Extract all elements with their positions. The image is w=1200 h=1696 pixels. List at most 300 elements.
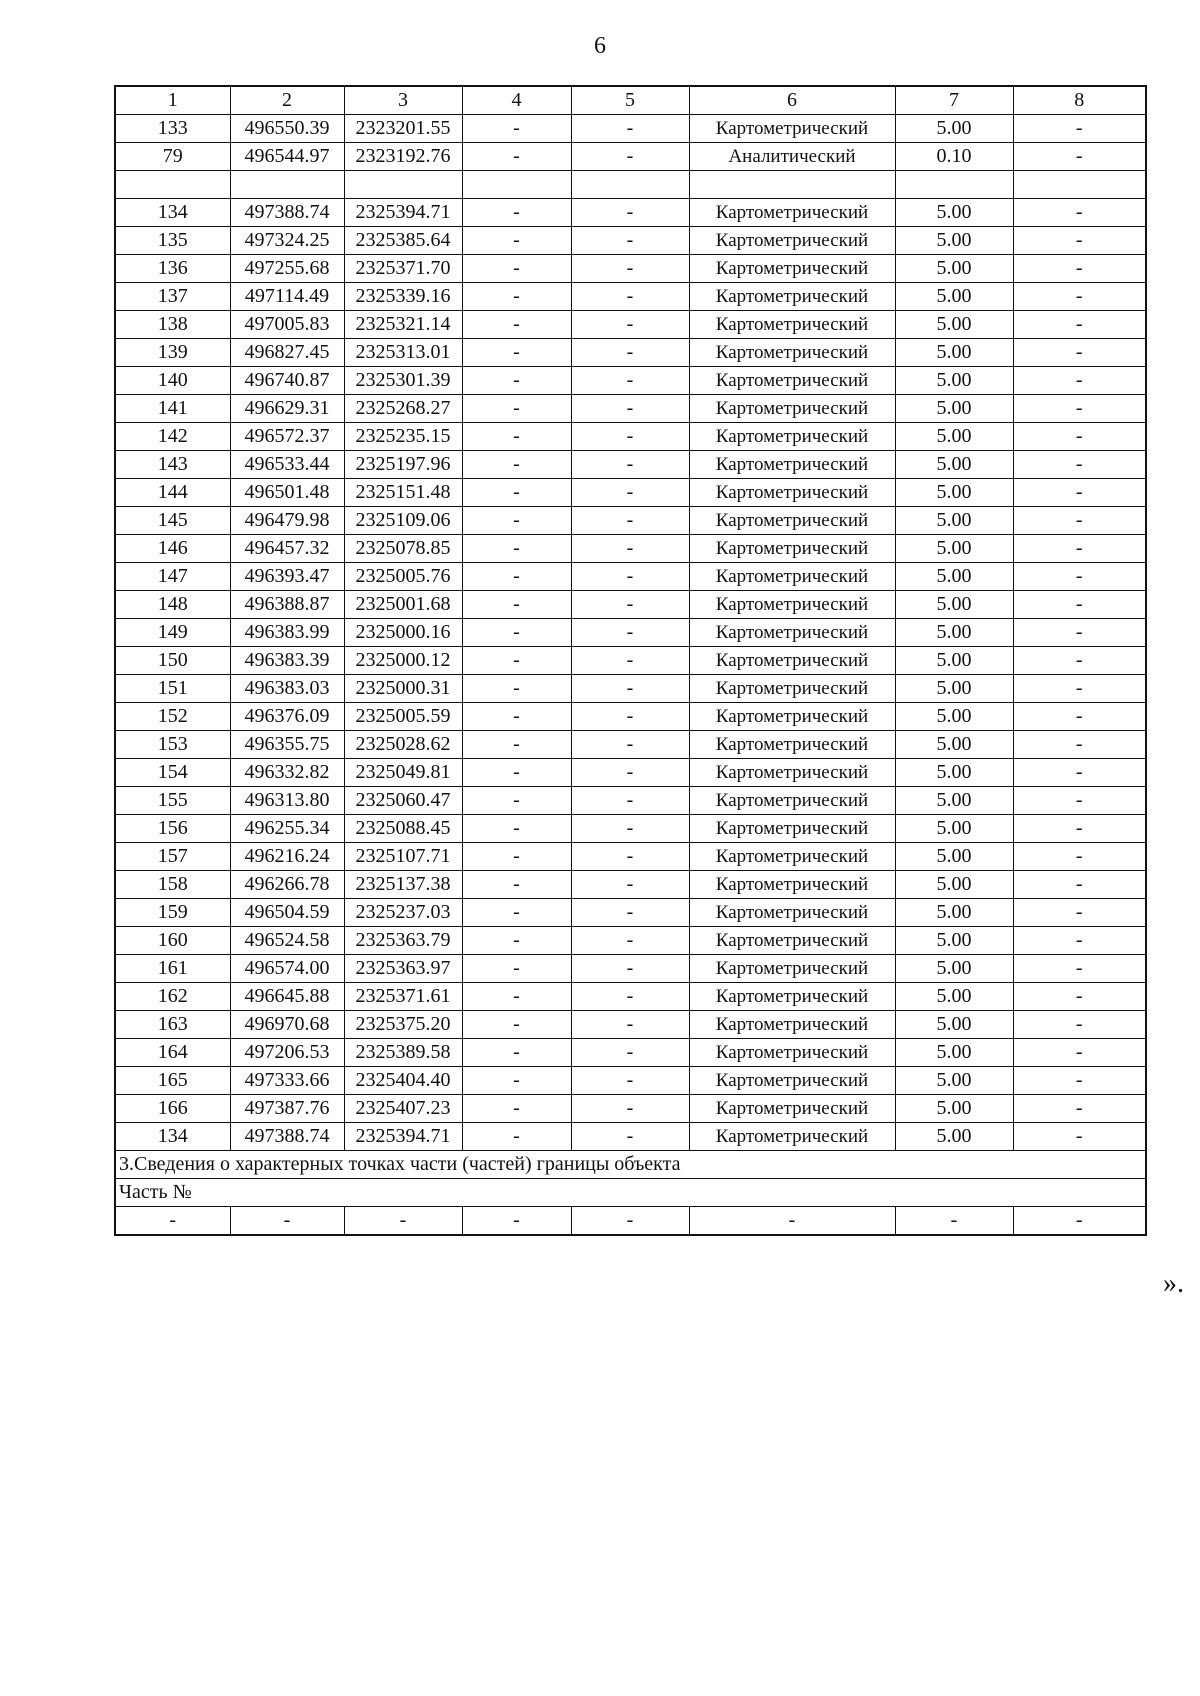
table-cell: 146: [115, 535, 230, 563]
header-cell: 4: [462, 86, 571, 115]
table-cell: -: [571, 927, 689, 955]
table-cell: 496827.45: [230, 339, 344, 367]
table-cell: -: [1013, 787, 1146, 815]
table-cell: [1013, 171, 1146, 199]
table-cell: 2325313.01: [344, 339, 462, 367]
table-cell: Картометрический: [689, 115, 895, 143]
table-cell: -: [1013, 731, 1146, 759]
table-cell: 5.00: [895, 647, 1013, 675]
table-cell: 2325268.27: [344, 395, 462, 423]
table-cell: 141: [115, 395, 230, 423]
table-cell: 147: [115, 563, 230, 591]
part-label: Часть №: [115, 1179, 1146, 1207]
table-cell: 496572.37: [230, 423, 344, 451]
table-cell: -: [1013, 255, 1146, 283]
table-cell: -: [1013, 227, 1146, 255]
table-cell: -: [571, 1011, 689, 1039]
table-cell: 5.00: [895, 115, 1013, 143]
table-cell: -: [1013, 1039, 1146, 1067]
table-cell: 496550.39: [230, 115, 344, 143]
table-cell: Картометрический: [689, 843, 895, 871]
closing-quote-mark: ».: [1163, 1268, 1184, 1299]
table-cell: Картометрический: [689, 871, 895, 899]
table-row: [115, 1067, 1146, 1095]
table-cell: 2325407.23: [344, 1095, 462, 1123]
table-cell: -: [1013, 451, 1146, 479]
part-row: [115, 1207, 1146, 1236]
table-cell: 5.00: [895, 1011, 1013, 1039]
table-row: [115, 339, 1146, 367]
table-cell: 2325000.12: [344, 647, 462, 675]
table-cell: -: [571, 255, 689, 283]
table-cell: 496740.87: [230, 367, 344, 395]
table-cell: -: [571, 283, 689, 311]
table-cell: 5.00: [895, 311, 1013, 339]
table-cell: 5.00: [895, 703, 1013, 731]
table-cell: Картометрический: [689, 591, 895, 619]
table-cell: 2325151.48: [344, 479, 462, 507]
table-cell: 145: [115, 507, 230, 535]
table-cell: Картометрический: [689, 339, 895, 367]
table-cell: -: [571, 339, 689, 367]
table-cell: -: [571, 871, 689, 899]
table-cell: 149: [115, 619, 230, 647]
table-cell: 497255.68: [230, 255, 344, 283]
table-cell: -: [1013, 479, 1146, 507]
table-cell: 2325005.59: [344, 703, 462, 731]
table-cell: 137: [115, 283, 230, 311]
table-row: [115, 563, 1146, 591]
table-cell: -: [571, 423, 689, 451]
table-cell: -: [571, 1123, 689, 1151]
table-row: [115, 507, 1146, 535]
table-cell: 2325363.97: [344, 955, 462, 983]
table-cell: -: [1013, 1123, 1146, 1151]
table-cell: -: [462, 283, 571, 311]
table-cell: -: [571, 815, 689, 843]
table-cell: -: [462, 451, 571, 479]
table-cell: -: [1013, 1067, 1146, 1095]
table-cell: Картометрический: [689, 255, 895, 283]
table-cell: -: [571, 535, 689, 563]
table-row: [115, 871, 1146, 899]
table-row: [115, 255, 1146, 283]
table-cell: -: [462, 255, 571, 283]
table-cell: -: [571, 1207, 689, 1236]
part-label-row: [115, 1179, 1146, 1207]
table-row: [115, 815, 1146, 843]
table-cell: 5.00: [895, 619, 1013, 647]
table-cell: -: [1013, 647, 1146, 675]
table-cell: 497388.74: [230, 199, 344, 227]
table-cell: 496355.75: [230, 731, 344, 759]
table-cell: -: [571, 619, 689, 647]
header-cell: 6: [689, 86, 895, 115]
section-title-row: [115, 1151, 1146, 1179]
header-cell: 1: [115, 86, 230, 115]
table-cell: 5.00: [895, 507, 1013, 535]
table-cell: 79: [115, 143, 230, 171]
table-cell: 5.00: [895, 479, 1013, 507]
table-cell: Картометрический: [689, 227, 895, 255]
table-cell: -: [462, 1207, 571, 1236]
table-row: [115, 927, 1146, 955]
table-row: [115, 479, 1146, 507]
table-cell: -: [1013, 899, 1146, 927]
table-cell: Картометрический: [689, 815, 895, 843]
table-cell: -: [571, 731, 689, 759]
table-cell: -: [462, 395, 571, 423]
table-cell: 2325078.85: [344, 535, 462, 563]
table-cell: 152: [115, 703, 230, 731]
table-cell: Картометрический: [689, 1095, 895, 1123]
table-cell: 497387.76: [230, 1095, 344, 1123]
table-cell: 2325394.71: [344, 1123, 462, 1151]
table-cell: 140: [115, 367, 230, 395]
table-cell: -: [895, 1207, 1013, 1236]
table-cell: 2325060.47: [344, 787, 462, 815]
table-row: [115, 1095, 1146, 1123]
table-row: [115, 983, 1146, 1011]
table-cell: 496332.82: [230, 759, 344, 787]
table-cell: 496255.34: [230, 815, 344, 843]
table-cell: 155: [115, 787, 230, 815]
table-cell: Картометрический: [689, 199, 895, 227]
table-cell: -: [462, 871, 571, 899]
table-cell: Картометрический: [689, 731, 895, 759]
table-cell: 497324.25: [230, 227, 344, 255]
table-cell: 2325339.16: [344, 283, 462, 311]
table-cell: 2325385.64: [344, 227, 462, 255]
table-cell: Картометрический: [689, 423, 895, 451]
table-row: [115, 899, 1146, 927]
table-cell: 5.00: [895, 1039, 1013, 1067]
page-number: 6: [594, 33, 606, 59]
table-cell: -: [571, 675, 689, 703]
table-cell: -: [462, 507, 571, 535]
table-cell: -: [1013, 619, 1146, 647]
table-cell: 2325001.68: [344, 591, 462, 619]
table-cell: 2325363.79: [344, 927, 462, 955]
table-cell: Картометрический: [689, 787, 895, 815]
table-row: [115, 395, 1146, 423]
table-cell: 5.00: [895, 675, 1013, 703]
table-cell: Картометрический: [689, 563, 895, 591]
table-cell: 165: [115, 1067, 230, 1095]
table-cell: Картометрический: [689, 899, 895, 927]
table-cell: -: [1013, 367, 1146, 395]
table-cell: 144: [115, 479, 230, 507]
table-cell: 5.00: [895, 591, 1013, 619]
table-cell: -: [1013, 115, 1146, 143]
table-cell: 136: [115, 255, 230, 283]
table-row: [115, 115, 1146, 143]
table-cell: Картометрический: [689, 703, 895, 731]
table-cell: -: [1013, 1095, 1146, 1123]
table-cell: -: [1013, 675, 1146, 703]
table-cell: 496574.00: [230, 955, 344, 983]
table-row: [115, 787, 1146, 815]
table-cell: 496376.09: [230, 703, 344, 731]
table-cell: -: [571, 1039, 689, 1067]
table-cell: -: [571, 367, 689, 395]
table-cell: -: [462, 843, 571, 871]
table-cell: -: [462, 703, 571, 731]
table-cell: -: [1013, 283, 1146, 311]
table-cell: 134: [115, 1123, 230, 1151]
table-row: [115, 1123, 1146, 1151]
table-row: [115, 1011, 1146, 1039]
table-cell: 2325389.58: [344, 1039, 462, 1067]
table-cell: -: [462, 787, 571, 815]
table-cell: -: [1013, 983, 1146, 1011]
table-cell: -: [462, 199, 571, 227]
table-cell: -: [571, 1095, 689, 1123]
table-cell: -: [462, 815, 571, 843]
table-cell: 5.00: [895, 787, 1013, 815]
table-cell: -: [571, 647, 689, 675]
table-cell: 2323192.76: [344, 143, 462, 171]
table-cell: 159: [115, 899, 230, 927]
table-cell: 5.00: [895, 759, 1013, 787]
table-cell: -: [1013, 871, 1146, 899]
table-cell: -: [1013, 703, 1146, 731]
table-cell: 2325049.81: [344, 759, 462, 787]
table-cell: -: [1013, 535, 1146, 563]
table-cell: -: [462, 1011, 571, 1039]
table-cell: 5.00: [895, 843, 1013, 871]
table-cell: 163: [115, 1011, 230, 1039]
table-cell: 497206.53: [230, 1039, 344, 1067]
table-row: [115, 227, 1146, 255]
table-row: [115, 843, 1146, 871]
table-cell: Картометрический: [689, 1011, 895, 1039]
table-cell: [462, 171, 571, 199]
table-cell: 497388.74: [230, 1123, 344, 1151]
table-row: [115, 955, 1146, 983]
table-cell: 156: [115, 815, 230, 843]
header-cell: 5: [571, 86, 689, 115]
table-cell: Картометрический: [689, 1067, 895, 1095]
table-cell: Картометрический: [689, 619, 895, 647]
header-cell: 8: [1013, 86, 1146, 115]
table-cell: 160: [115, 927, 230, 955]
table-cell: 496501.48: [230, 479, 344, 507]
table-cell: -: [462, 591, 571, 619]
table-cell: 0.10: [895, 143, 1013, 171]
table-cell: 139: [115, 339, 230, 367]
table-cell: -: [1013, 143, 1146, 171]
table-row: [115, 731, 1146, 759]
table-cell: [230, 171, 344, 199]
table-cell: -: [571, 143, 689, 171]
table-cell: 5.00: [895, 451, 1013, 479]
table-cell: -: [1013, 311, 1146, 339]
table-cell: Картометрический: [689, 479, 895, 507]
table-row: [115, 1039, 1146, 1067]
table-cell: 2325088.45: [344, 815, 462, 843]
table-cell: 5.00: [895, 199, 1013, 227]
table-cell: 2325109.06: [344, 507, 462, 535]
table-cell: 5.00: [895, 563, 1013, 591]
table-row: [115, 451, 1146, 479]
table-cell: -: [462, 1123, 571, 1151]
table-cell: 2325321.14: [344, 311, 462, 339]
table-cell: 5.00: [895, 899, 1013, 927]
table-cell: -: [462, 311, 571, 339]
table-cell: -: [571, 955, 689, 983]
table-cell: 133: [115, 115, 230, 143]
table-cell: 496393.47: [230, 563, 344, 591]
table-cell: [689, 171, 895, 199]
table-cell: -: [1013, 927, 1146, 955]
table-cell: -: [462, 927, 571, 955]
table-cell: 143: [115, 451, 230, 479]
table-cell: 496524.58: [230, 927, 344, 955]
table-row: [115, 535, 1146, 563]
table-cell: Картометрический: [689, 955, 895, 983]
table-cell: 5.00: [895, 535, 1013, 563]
table-cell: Картометрический: [689, 311, 895, 339]
table-cell: 142: [115, 423, 230, 451]
table-cell: -: [1013, 395, 1146, 423]
table-cell: -: [1013, 815, 1146, 843]
table-cell: 2325404.40: [344, 1067, 462, 1095]
table-cell: Картометрический: [689, 283, 895, 311]
table-row: [115, 143, 1146, 171]
table-cell: 2325107.71: [344, 843, 462, 871]
table-cell: -: [462, 479, 571, 507]
table-cell: 2325371.70: [344, 255, 462, 283]
table-cell: -: [230, 1207, 344, 1236]
table-cell: 496645.88: [230, 983, 344, 1011]
table-cell: 496383.39: [230, 647, 344, 675]
table-cell: -: [1013, 843, 1146, 871]
table-cell: 5.00: [895, 1123, 1013, 1151]
table-cell: 5.00: [895, 1095, 1013, 1123]
table-cell: 153: [115, 731, 230, 759]
table-cell: -: [1013, 507, 1146, 535]
table-cell: -: [571, 311, 689, 339]
table-cell: 166: [115, 1095, 230, 1123]
table-cell: -: [462, 955, 571, 983]
table-cell: 496544.97: [230, 143, 344, 171]
table-cell: -: [571, 983, 689, 1011]
table-row: [115, 171, 1146, 199]
table-cell: 496504.59: [230, 899, 344, 927]
table-cell: 151: [115, 675, 230, 703]
table-row: [115, 367, 1146, 395]
table-cell: -: [1013, 423, 1146, 451]
table-cell: 150: [115, 647, 230, 675]
table-cell: -: [462, 619, 571, 647]
table-cell: -: [462, 1039, 571, 1067]
table-cell: 154: [115, 759, 230, 787]
table-cell: -: [462, 115, 571, 143]
table-cell: -: [571, 395, 689, 423]
table-cell: -: [1013, 955, 1146, 983]
table-cell: -: [462, 1067, 571, 1095]
table-cell: 496629.31: [230, 395, 344, 423]
table-cell: -: [462, 563, 571, 591]
table-cell: 158: [115, 871, 230, 899]
table-row: [115, 647, 1146, 675]
table-cell: -: [462, 759, 571, 787]
table-cell: -: [462, 675, 571, 703]
table-cell: -: [462, 731, 571, 759]
table-cell: 497005.83: [230, 311, 344, 339]
table-cell: 496313.80: [230, 787, 344, 815]
table-cell: -: [1013, 563, 1146, 591]
table-cell: -: [462, 367, 571, 395]
table-cell: 2325371.61: [344, 983, 462, 1011]
table-cell: 5.00: [895, 871, 1013, 899]
table-cell: [571, 171, 689, 199]
table-cell: 5.00: [895, 395, 1013, 423]
table-cell: -: [344, 1207, 462, 1236]
table-cell: 138: [115, 311, 230, 339]
table-cell: Картометрический: [689, 927, 895, 955]
table-cell: 157: [115, 843, 230, 871]
table-cell: 5.00: [895, 731, 1013, 759]
table-cell: 5.00: [895, 815, 1013, 843]
table-cell: 5.00: [895, 927, 1013, 955]
table-cell: Картометрический: [689, 759, 895, 787]
table-row: [115, 703, 1146, 731]
table-cell: -: [1013, 591, 1146, 619]
table-cell: Картометрический: [689, 675, 895, 703]
table-cell: 2323201.55: [344, 115, 462, 143]
table-cell: -: [571, 1067, 689, 1095]
table-cell: 496266.78: [230, 871, 344, 899]
table-cell: 5.00: [895, 255, 1013, 283]
table-cell: Картометрический: [689, 507, 895, 535]
table-row: [115, 675, 1146, 703]
table-cell: -: [462, 899, 571, 927]
table-cell: 496479.98: [230, 507, 344, 535]
table-cell: 161: [115, 955, 230, 983]
table-cell: 2325137.38: [344, 871, 462, 899]
table-row: [115, 199, 1146, 227]
table-cell: -: [571, 479, 689, 507]
header-cell: 7: [895, 86, 1013, 115]
table-cell: -: [571, 759, 689, 787]
table-cell: 496457.32: [230, 535, 344, 563]
header-cell: 2: [230, 86, 344, 115]
table-cell: -: [571, 563, 689, 591]
table-cell: 496533.44: [230, 451, 344, 479]
coordinates-table: [114, 85, 1147, 1236]
table-row: [115, 619, 1146, 647]
table-row: [115, 311, 1146, 339]
table-cell: 496383.03: [230, 675, 344, 703]
table-cell: -: [571, 115, 689, 143]
table-cell: -: [689, 1207, 895, 1236]
table-cell: -: [571, 591, 689, 619]
table-cell: 5.00: [895, 983, 1013, 1011]
table-cell: -: [462, 339, 571, 367]
table-cell: 162: [115, 983, 230, 1011]
table-cell: 5.00: [895, 1067, 1013, 1095]
table-cell: 497333.66: [230, 1067, 344, 1095]
table-cell: Картометрический: [689, 535, 895, 563]
table-cell: 134: [115, 199, 230, 227]
table-cell: 5.00: [895, 367, 1013, 395]
section-title: 3.Сведения о характерных точках части (частей) границы объекта: [115, 1151, 1146, 1179]
table-cell: -: [462, 143, 571, 171]
table-cell: 2325235.15: [344, 423, 462, 451]
table-cell: 497114.49: [230, 283, 344, 311]
